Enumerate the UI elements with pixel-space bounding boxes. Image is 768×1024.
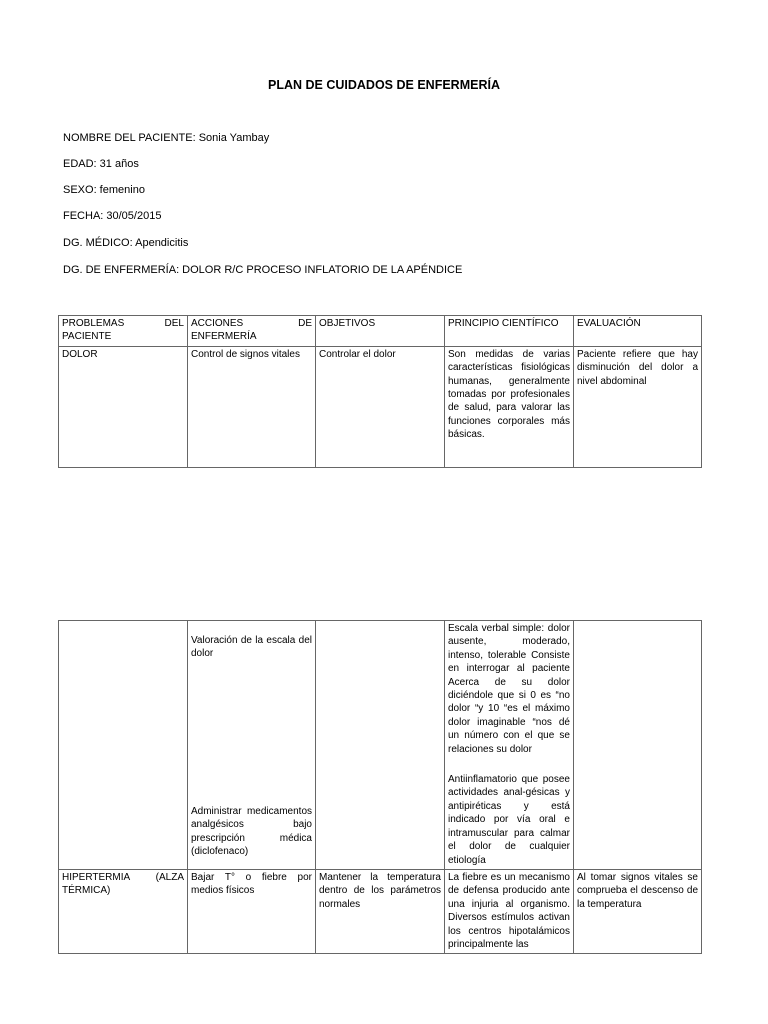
cell-accion: Bajar T° o fiebre por medios físicos bbox=[188, 869, 316, 953]
medical-diagnosis: DG. MÉDICO: Apendicitis bbox=[63, 237, 189, 249]
cell-acciones bbox=[188, 621, 316, 870]
care-plan-table-continued bbox=[58, 620, 702, 954]
spacer bbox=[191, 661, 312, 805]
patient-name: NOMBRE DEL PACIENTE: Sonia Yambay bbox=[63, 132, 270, 144]
date: FECHA: 30/05/2015 bbox=[63, 210, 162, 222]
cell-problema: DOLOR bbox=[59, 346, 188, 467]
cell-objetivo: Mantener la temperatura dentro de los parámetros normales bbox=[316, 869, 445, 953]
patient-age: EDAD: 31 años bbox=[63, 158, 139, 170]
cell-evaluacion: Al tomar signos vitales se comprueba el descenso de la temperatura bbox=[574, 869, 702, 953]
cell-accion: Control de signos vitales bbox=[188, 346, 316, 467]
header-problemas: PROBLEMAS DEL PACIENTE bbox=[59, 316, 188, 347]
table-row bbox=[59, 869, 702, 953]
header-principio: PRINCIPIO CIENTÍFICO bbox=[445, 316, 574, 347]
cell-objetivo: Controlar el dolor bbox=[316, 346, 445, 467]
table-row bbox=[59, 621, 702, 870]
patient-sex: SEXO: femenino bbox=[63, 184, 145, 196]
accion-medicamentos: Administrar medicamentos analgésicos bajo prescripción médica (diclofenaco) bbox=[191, 805, 312, 858]
cell-objetivo-empty bbox=[316, 621, 445, 870]
spacer bbox=[448, 756, 570, 773]
cell-principios bbox=[445, 621, 574, 870]
header-objetivos: OBJETIVOS bbox=[316, 316, 445, 347]
header-evaluacion: EVALUACIÓN bbox=[574, 316, 702, 347]
table-row bbox=[59, 346, 702, 467]
principio-escala: Escala verbal simple: dolor ausente, moderado, intenso, tolerable Consiste en interrogar al paciente Acerca de su dolor diciéndole que si 0 es “no dolor “y 10 “es el máximo dolor imaginable “nos dé un número con el que se relaciones su dolor bbox=[448, 623, 570, 755]
document-title: PLAN DE CUIDADOS DE ENFERMERÍA bbox=[268, 78, 500, 92]
principio-antiinflamatorio: Antiinflamatorio que posee actividades anal-gésicas y antipiréticas y está indicado por vía oral e intramuscular para calmar el dolor de cualquier etiología bbox=[448, 774, 570, 866]
cell-evaluacion-empty bbox=[574, 621, 702, 870]
cell-problema-empty bbox=[59, 621, 188, 870]
cell-problema: HIPERTERMIA (ALZA TÉRMICA) bbox=[59, 869, 188, 953]
header-acciones: ACCIONES DE ENFERMERÍA bbox=[188, 316, 316, 347]
table-header-row bbox=[59, 316, 702, 347]
accion-escala: Valoración de la escala del dolor bbox=[191, 635, 312, 660]
cell-evaluacion: Paciente refiere que hay disminución del dolor a nivel abdominal bbox=[574, 346, 702, 467]
care-plan-table bbox=[58, 315, 702, 468]
cell-principio: Son medidas de varias características fisiológicas humanas, generalmente tomadas por profesionales de salud, para valorar las funciones corporales más básicas. bbox=[445, 346, 574, 467]
cell-principio: La fiebre es un mecanismo de defensa producido ante una injuria al organismo. Diversos estímulos activan los centros hipotalámicos principalmente las bbox=[445, 869, 574, 953]
nursing-diagnosis: DG. DE ENFERMERÍA: DOLOR R/C PROCESO INFLATORIO DE LA APÉNDICE bbox=[63, 264, 463, 276]
spacer bbox=[191, 622, 312, 634]
